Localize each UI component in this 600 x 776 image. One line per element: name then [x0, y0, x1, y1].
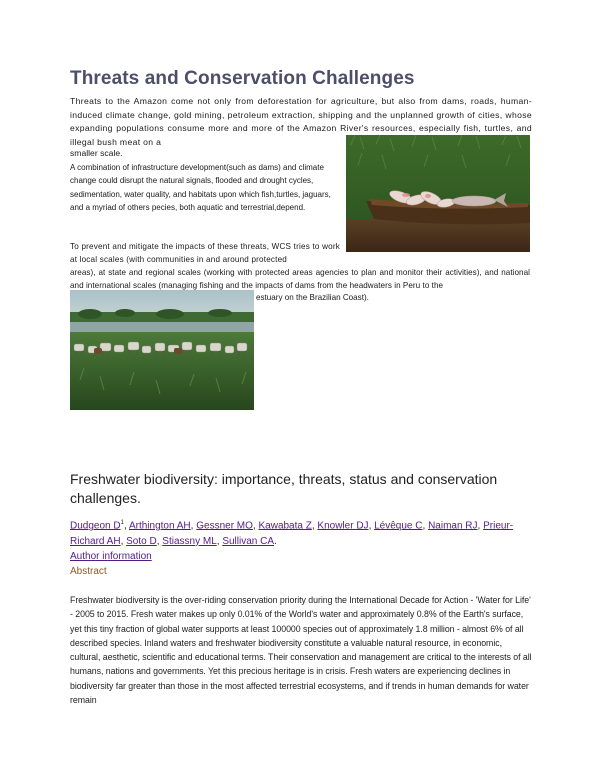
author-link[interactable]: Naiman RJ: [428, 520, 478, 532]
author-separator: ,: [311, 520, 318, 532]
author-list: [70, 516, 530, 549]
author-separator: ,: [123, 520, 129, 532]
author-link[interactable]: Stiassny ML: [162, 535, 217, 547]
author-separator: ,: [422, 520, 429, 532]
fish-catch-photo: [346, 135, 530, 252]
author-link[interactable]: Dudgeon D: [70, 520, 121, 532]
author-link[interactable]: Prieur-Richard AH: [70, 520, 514, 547]
prevent-paragraph-tail: estuary on the Brazilian Coast).: [256, 293, 369, 302]
author-link[interactable]: Soto D: [126, 535, 157, 547]
author-link[interactable]: Gessner MO: [196, 520, 253, 532]
prevent-paragraph-body: areas), at state and regional scales (working with protected areas agencies to plan and monitor their activities), and national and international scales (managing fishing and the impacts of dams from the headwaters in Peru to the: [70, 268, 530, 291]
prevent-paragraph-lead: To prevent and mitigate the impacts of these threats, WCS tries to work at local scales (with communities in and around protected: [70, 242, 340, 265]
abstract-text: Freshwater biodiversity is the over-riding conservation priority during the International Decade for Action - 'Water for Life' - 2005 to 2015. Fresh water makes up only 0.01% of the World's water and approximately 0.8% of the Earth's surface, yet this tiny fraction of global water supports at least 100000 species out of approximately 1.8 million - almost 6% of all described species. Inland waters and freshwater biodiversity constitute a valuable natural resource, in economic, cultural, aesthetic, scientific and educational terms. Their conservation and management are critical to the interests of all humans, nations and governments. Yet this precious heritage is in crisis. Fresh waters are experiencing declines in biodiversity far greater than those in the most affected terrestrial ecosystems, and if trends in human demands for water remain: [70, 595, 532, 706]
author-separator: .: [274, 535, 277, 547]
section-title: Threats and Conservation Challenges: [70, 68, 415, 89]
author-affiliation-sup: 1: [120, 520, 124, 526]
article-title: Freshwater biodiversity: importance, threats, status and conservation challenges.: [70, 471, 498, 506]
author-separator: ,: [252, 520, 259, 532]
author-separator: ,: [368, 520, 375, 532]
author-link[interactable]: Sullivan CA: [222, 535, 275, 547]
author-information-link[interactable]: Author information: [70, 551, 152, 562]
author-separator: ,: [156, 535, 163, 547]
author-link[interactable]: Arthington AH: [128, 520, 191, 532]
author-separator: ,: [216, 535, 223, 547]
cattle-floodplain-photo: [70, 290, 254, 410]
intro-paragraph-tail: smaller scale.: [70, 148, 123, 158]
author-separator: ,: [120, 535, 127, 547]
intro-paragraph: Threats to the Amazon come not only from deforestation for agriculture, but also from dams, roads, human-induced climate change, gold mining, petroleum extraction, shipping and the unplanned growth of cities, whose expanding populations consume more and more of the Amazon River's resources, especially fish, turtles, and illegal bush meat on a: [70, 96, 532, 147]
author-link[interactable]: Knowler DJ: [317, 520, 369, 532]
author-link[interactable]: Lévêque C: [374, 520, 423, 532]
combination-paragraph: A combination of infrastructure development(such as dams) and climate change could disrupt the natural signals, flooded and drought cycles, sedimentation, water quality, and habitats upon which fish,turtles, jaguars, and a myriad of others pecies, both aquatic and terrestrial,depend.: [70, 163, 331, 212]
abstract-heading: Abstract: [70, 566, 107, 577]
author-link[interactable]: Kawabata Z: [258, 520, 312, 532]
author-separator: ,: [190, 520, 197, 532]
author-separator: ,: [477, 520, 484, 532]
